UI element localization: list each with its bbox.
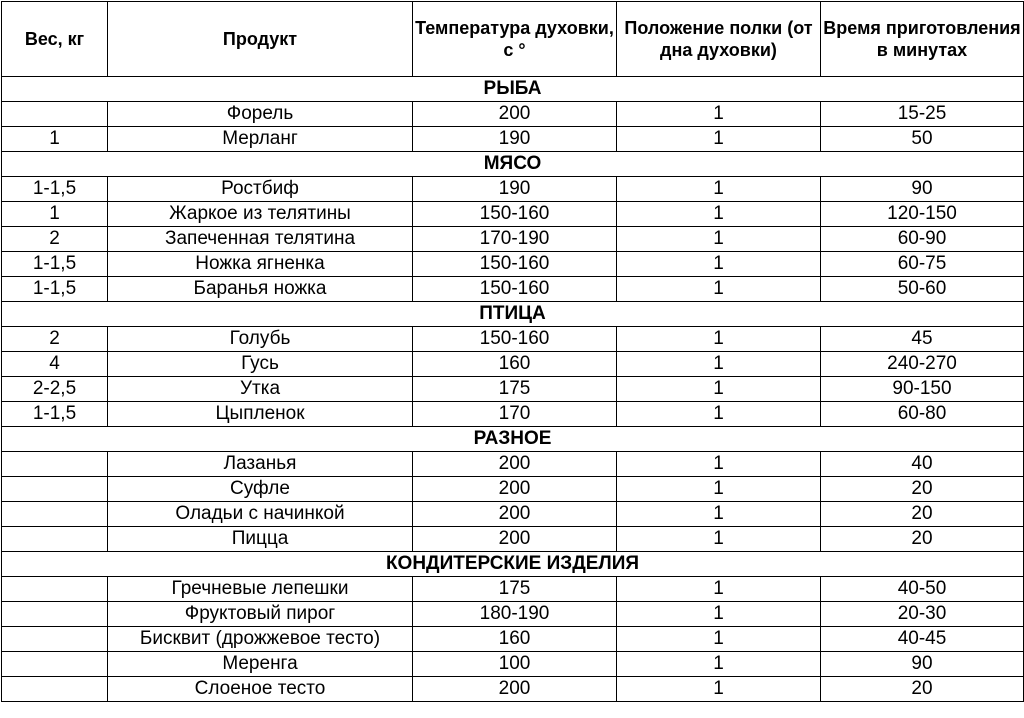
cell-shelf: 1 <box>617 502 821 527</box>
cell-time: 20 <box>821 677 1024 702</box>
cell-product: Гречневые лепешки <box>108 577 413 602</box>
cell-time: 120-150 <box>821 202 1024 227</box>
cell-shelf: 1 <box>617 102 821 127</box>
cell-weight: 4 <box>2 352 108 377</box>
cell-temperature: 160 <box>413 627 617 652</box>
cell-weight <box>2 602 108 627</box>
cell-temperature: 200 <box>413 527 617 552</box>
table-row <box>2 102 1024 127</box>
cell-time: 90-150 <box>821 377 1024 402</box>
cell-weight: 2 <box>2 327 108 352</box>
cell-product: Ножка ягненка <box>108 252 413 277</box>
cell-product: Оладьи с начинкой <box>108 502 413 527</box>
cell-shelf: 1 <box>617 252 821 277</box>
section-row <box>2 552 1024 577</box>
cell-time: 15-25 <box>821 102 1024 127</box>
cell-temperature: 200 <box>413 452 617 477</box>
header-weight: Вес, кг <box>2 2 108 77</box>
table-row <box>2 652 1024 677</box>
table-row <box>2 352 1024 377</box>
cell-weight <box>2 652 108 677</box>
cell-product: Цыпленок <box>108 402 413 427</box>
cell-temperature: 160 <box>413 352 617 377</box>
cell-time: 40-50 <box>821 577 1024 602</box>
table-row <box>2 127 1024 152</box>
cell-temperature: 100 <box>413 652 617 677</box>
cell-time: 20 <box>821 502 1024 527</box>
cell-time: 20 <box>821 477 1024 502</box>
table-row <box>2 452 1024 477</box>
cell-product: Запеченная телятина <box>108 227 413 252</box>
cell-product: Лазанья <box>108 452 413 477</box>
cell-temperature: 150-160 <box>413 202 617 227</box>
cell-temperature: 180-190 <box>413 602 617 627</box>
cell-temperature: 150-160 <box>413 252 617 277</box>
cell-weight <box>2 677 108 702</box>
cell-time: 240-270 <box>821 352 1024 377</box>
cell-product: Голубь <box>108 327 413 352</box>
cell-time: 60-75 <box>821 252 1024 277</box>
table-row <box>2 327 1024 352</box>
cell-shelf: 1 <box>617 177 821 202</box>
cell-time: 60-90 <box>821 227 1024 252</box>
cell-product: Мерланг <box>108 127 413 152</box>
cell-time: 20 <box>821 527 1024 552</box>
table-row <box>2 177 1024 202</box>
cell-temperature: 175 <box>413 377 617 402</box>
cooking-table <box>1 1 1024 702</box>
cell-temperature: 200 <box>413 502 617 527</box>
table-row <box>2 527 1024 552</box>
section-title: РАЗНОЕ <box>2 427 1024 452</box>
cell-temperature: 170-190 <box>413 227 617 252</box>
cell-product: Фруктовый пирог <box>108 602 413 627</box>
cell-weight <box>2 502 108 527</box>
cell-time: 40 <box>821 452 1024 477</box>
cell-shelf: 1 <box>617 127 821 152</box>
cell-temperature: 200 <box>413 677 617 702</box>
cell-product: Гусь <box>108 352 413 377</box>
section-title: ПТИЦА <box>2 302 1024 327</box>
cell-shelf: 1 <box>617 277 821 302</box>
cell-weight <box>2 102 108 127</box>
cell-temperature: 170 <box>413 402 617 427</box>
section-row <box>2 152 1024 177</box>
cell-weight <box>2 452 108 477</box>
section-title: МЯСО <box>2 152 1024 177</box>
cell-temperature: 175 <box>413 577 617 602</box>
table-row <box>2 602 1024 627</box>
cell-product: Меренга <box>108 652 413 677</box>
cell-product: Форель <box>108 102 413 127</box>
table-row <box>2 377 1024 402</box>
section-row <box>2 77 1024 102</box>
cell-time: 40-45 <box>821 627 1024 652</box>
cell-weight <box>2 577 108 602</box>
cell-shelf: 1 <box>617 352 821 377</box>
section-title: РЫБА <box>2 77 1024 102</box>
cell-shelf: 1 <box>617 402 821 427</box>
cell-shelf: 1 <box>617 577 821 602</box>
cell-shelf: 1 <box>617 652 821 677</box>
cell-temperature: 150-160 <box>413 327 617 352</box>
table-row <box>2 577 1024 602</box>
cell-product: Пицца <box>108 527 413 552</box>
cell-weight <box>2 627 108 652</box>
cell-weight: 1-1,5 <box>2 252 108 277</box>
cell-shelf: 1 <box>617 327 821 352</box>
cell-product: Суфле <box>108 477 413 502</box>
cell-weight: 1 <box>2 202 108 227</box>
cell-weight: 1-1,5 <box>2 177 108 202</box>
cell-time: 50-60 <box>821 277 1024 302</box>
cell-weight: 1 <box>2 127 108 152</box>
header-shelf-position: Положение полки (от дна духовки) <box>617 2 821 77</box>
cell-weight: 2 <box>2 227 108 252</box>
cell-product: Баранья ножка <box>108 277 413 302</box>
cell-weight: 2-2,5 <box>2 377 108 402</box>
cell-product: Слоеное тесто <box>108 677 413 702</box>
table-row <box>2 202 1024 227</box>
table-row <box>2 477 1024 502</box>
table-row <box>2 502 1024 527</box>
cell-temperature: 150-160 <box>413 277 617 302</box>
cell-shelf: 1 <box>617 602 821 627</box>
cell-temperature: 190 <box>413 177 617 202</box>
cell-product: Ростбиф <box>108 177 413 202</box>
table-row <box>2 252 1024 277</box>
cell-temperature: 200 <box>413 102 617 127</box>
cell-weight <box>2 477 108 502</box>
section-row <box>2 302 1024 327</box>
cell-time: 20-30 <box>821 602 1024 627</box>
cell-time: 60-80 <box>821 402 1024 427</box>
cell-shelf: 1 <box>617 527 821 552</box>
cell-shelf: 1 <box>617 202 821 227</box>
cell-temperature: 200 <box>413 477 617 502</box>
cell-product: Бисквит (дрожжевое тесто) <box>108 627 413 652</box>
cell-shelf: 1 <box>617 452 821 477</box>
cell-shelf: 1 <box>617 677 821 702</box>
table-row <box>2 227 1024 252</box>
cell-time: 90 <box>821 177 1024 202</box>
cell-product: Жаркое из телятины <box>108 202 413 227</box>
table-row <box>2 402 1024 427</box>
cell-shelf: 1 <box>617 377 821 402</box>
section-row <box>2 427 1024 452</box>
table-body <box>2 77 1024 702</box>
table-row <box>2 677 1024 702</box>
header-temperature: Температура духовки, с ° <box>413 2 617 77</box>
cell-shelf: 1 <box>617 477 821 502</box>
cell-time: 50 <box>821 127 1024 152</box>
cell-weight: 1-1,5 <box>2 402 108 427</box>
header-row <box>2 2 1024 77</box>
section-title: КОНДИТЕРСКИЕ ИЗДЕЛИЯ <box>2 552 1024 577</box>
header-cooking-time: Время приготовления в минутах <box>821 2 1024 77</box>
cell-temperature: 190 <box>413 127 617 152</box>
cell-weight: 1-1,5 <box>2 277 108 302</box>
cell-weight <box>2 527 108 552</box>
cell-shelf: 1 <box>617 627 821 652</box>
table-row <box>2 627 1024 652</box>
header-product: Продукт <box>108 2 413 77</box>
cell-time: 90 <box>821 652 1024 677</box>
table-row <box>2 277 1024 302</box>
cell-time: 45 <box>821 327 1024 352</box>
cell-product: Утка <box>108 377 413 402</box>
cell-shelf: 1 <box>617 227 821 252</box>
